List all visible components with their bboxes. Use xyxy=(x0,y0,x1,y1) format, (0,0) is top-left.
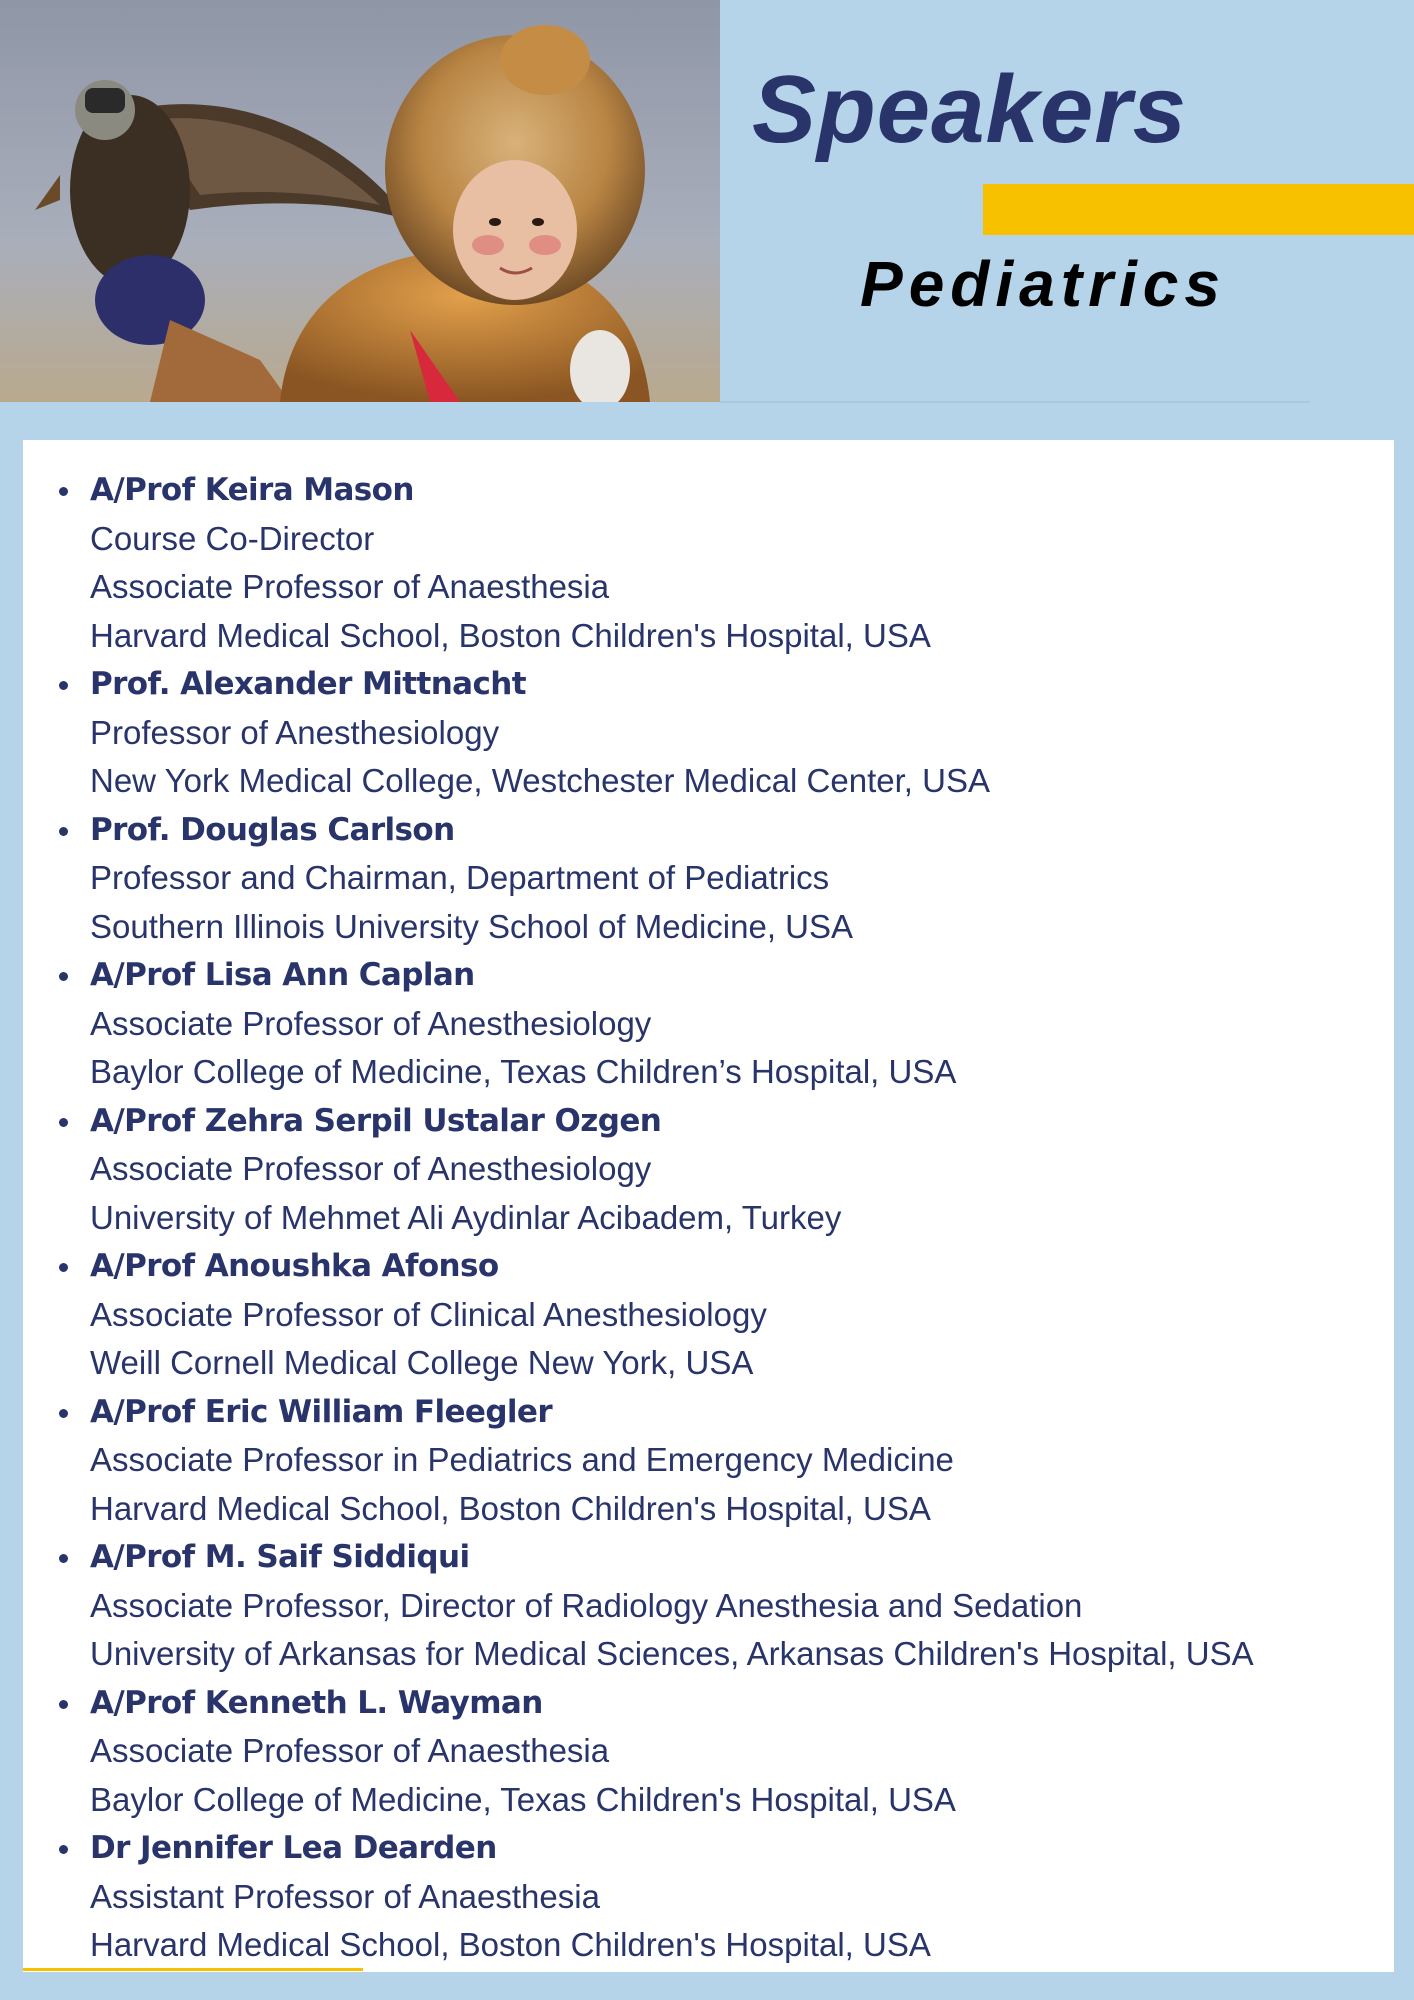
speaker-role: Associate Professor of Clinical Anesthesiology xyxy=(90,1295,767,1333)
speaker-name: Prof. Alexander Mittnacht xyxy=(90,666,526,702)
speaker-role: Course Co-Director xyxy=(90,519,375,557)
speaker-role: Associate Professor of Anaesthesia xyxy=(90,1732,610,1769)
speaker-name: A/Prof Zehra Serpil Ustalar Ozgen xyxy=(90,1102,662,1139)
speaker-institution: New York Medical College, Westchester Medical Center, USA xyxy=(90,762,990,799)
speaker-item xyxy=(23,806,1394,952)
speaker-name: A/Prof Anoushka Afonso xyxy=(90,1248,499,1284)
speaker-institution: University of Arkansas for Medical Sciences, Arkansas Children's Hospital, USA xyxy=(90,1635,1254,1672)
speaker-role: Professor and Chairman, Department of Pediatrics xyxy=(90,859,830,896)
speaker-name: A/Prof M. Saif Siddiqui xyxy=(90,1539,470,1575)
speaker-institution: Harvard Medical School, Boston Children's Hospital, USA xyxy=(90,1926,931,1963)
speakers-panel xyxy=(23,440,1394,1972)
speaker-institution: University of Mehmet Ali Aydinlar Acibadem, Turkey xyxy=(90,1198,842,1236)
footer-accent-line xyxy=(23,1968,363,1971)
speaker-role: Associate Professor in Pediatrics and Emergency Medicine xyxy=(90,1441,954,1478)
speaker-name: A/Prof Eric William Fleegler xyxy=(90,1393,553,1430)
speaker-role: Professor of Anesthesiology xyxy=(90,713,500,751)
header-photo xyxy=(0,0,720,402)
page-title: Speakers xyxy=(752,56,1187,163)
bullet-icon xyxy=(59,1554,68,1563)
speaker-institution: Harvard Medical School, Boston Children's Hospital, USA xyxy=(90,616,931,654)
header-divider xyxy=(720,401,1310,403)
bullet-icon xyxy=(59,827,68,836)
speaker-name: Dr Jennifer Lea Dearden xyxy=(90,1830,497,1866)
speaker-item xyxy=(23,660,1394,806)
bullet-icon xyxy=(59,1118,68,1127)
speaker-item xyxy=(23,1388,1394,1534)
speaker-list xyxy=(23,440,1394,1970)
speaker-name: Prof. Douglas Carlson xyxy=(90,811,455,848)
speaker-institution: Southern Illinois University School of Medicine, USA xyxy=(90,907,854,945)
bullet-icon xyxy=(59,1263,68,1272)
bullet-icon xyxy=(59,1700,68,1709)
bullet-icon xyxy=(59,487,68,496)
speaker-item xyxy=(23,1533,1394,1679)
speaker-role: Associate Professor of Anesthesiology xyxy=(90,1004,652,1042)
bullet-icon xyxy=(59,972,68,981)
speaker-item xyxy=(23,951,1394,1097)
speaker-name: A/Prof Keira Mason xyxy=(90,472,414,508)
speaker-item xyxy=(23,1824,1394,1970)
accent-bar xyxy=(983,184,1414,235)
speaker-name: A/Prof Kenneth L. Wayman xyxy=(90,1684,543,1721)
speaker-role: Assistant Professor of Anaesthesia xyxy=(90,1877,600,1915)
speaker-item xyxy=(23,466,1394,660)
page-subtitle: Pediatrics xyxy=(860,248,1226,320)
speaker-item xyxy=(23,1679,1394,1825)
speaker-institution: Baylor College of Medicine, Texas Children’s Hospital, USA xyxy=(90,1053,957,1090)
speaker-institution: Baylor College of Medicine, Texas Children's Hospital, USA xyxy=(90,1780,956,1818)
speaker-role: Associate Professor, Director of Radiology Anesthesia and Sedation xyxy=(90,1586,1083,1624)
bullet-icon xyxy=(59,1845,68,1854)
speaker-institution: Harvard Medical School, Boston Children's Hospital, USA xyxy=(90,1489,931,1527)
bullet-icon xyxy=(59,1409,68,1418)
speaker-name: A/Prof Lisa Ann Caplan xyxy=(90,957,475,993)
falconer-child-photo-icon xyxy=(0,0,720,402)
bullet-icon xyxy=(59,681,68,690)
speaker-role: Associate Professor of Anesthesiology xyxy=(90,1150,652,1187)
speaker-item xyxy=(23,1097,1394,1243)
speaker-role: Associate Professor of Anaesthesia xyxy=(90,568,610,605)
speaker-institution: Weill Cornell Medical College New York, USA xyxy=(90,1344,754,1381)
speaker-item xyxy=(23,1242,1394,1388)
